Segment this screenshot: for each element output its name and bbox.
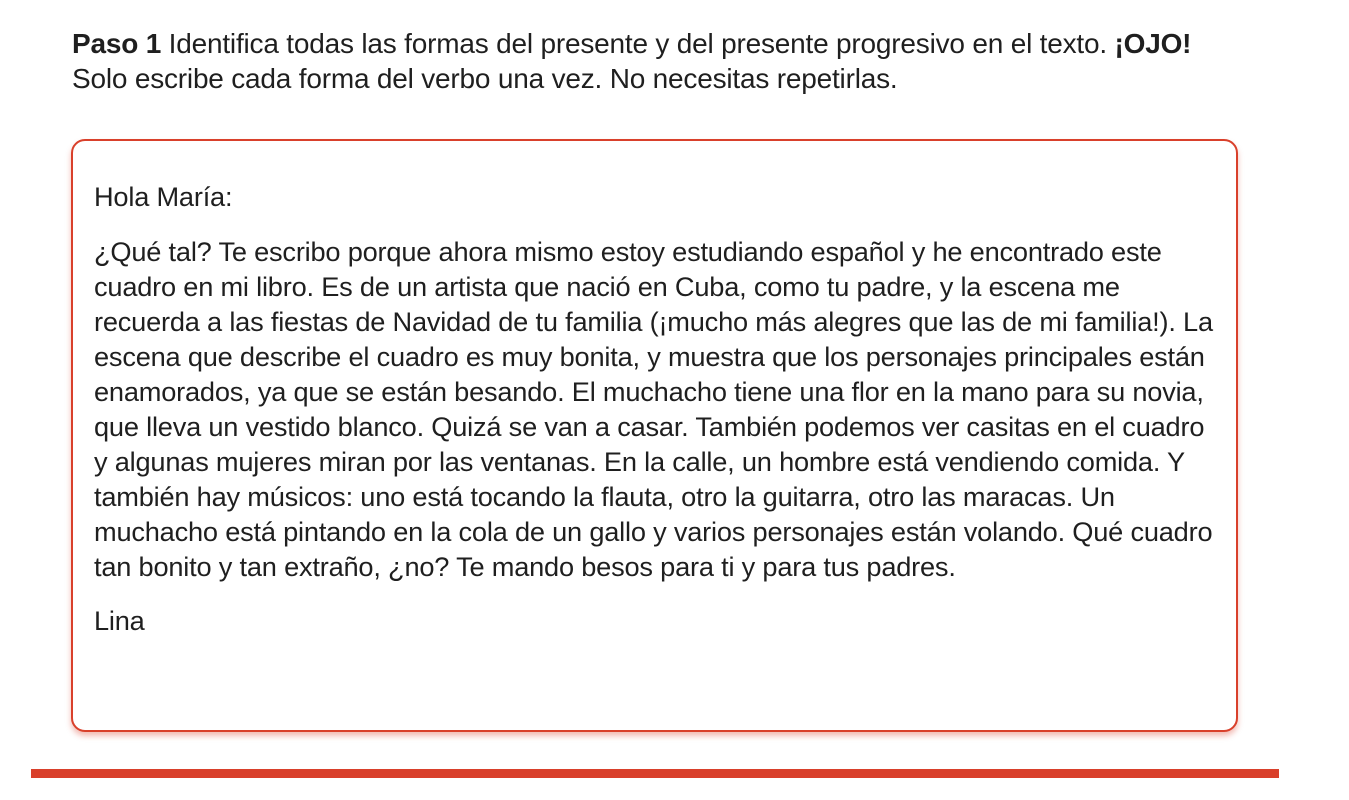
step-text: Identifica todas las formas del presente y del presente progresivo en el texto. bbox=[161, 28, 1115, 59]
step-label: Paso 1 bbox=[72, 28, 162, 59]
warning-text: Solo escribe cada forma del verbo una vez. No necesitas repetirlas. bbox=[72, 63, 898, 94]
letter-box bbox=[71, 139, 1238, 732]
letter-body: ¿Qué tal? Te escribo porque ahora mismo estoy estudiando español y he encontrado este cuadro en mi libro. Es de un artista que nació en Cuba, como tu padre, y la escena me recuerda a las fiestas de Navidad de tu familia (¡mucho más alegres que las de mi familia!). La escena que describe el cuadro es muy bonita, y muestra que los personajes principales están enamorados, ya que se están besando. El muchacho tiene una flor en la mano para su novia, que lleva un vestido blanco. Quizá se van a casar. También podemos ver casitas en el cuadro y algunas mujeres miran por las ventanas. En la calle, un hombre está vendiendo comida. Y también hay músicos: uno está tocando la flauta, otro la guitarra, otro las maracas. Un muchacho está pintando en la cola de un gallo y varios personajes están volando. Qué cuadro tan bonito y tan extraño, ¿no? Te mando besos para ti y para tus padres. bbox=[94, 236, 1213, 582]
instructions-paragraph bbox=[72, 26, 1252, 96]
letter-greeting: Hola María: bbox=[94, 181, 233, 212]
bottom-divider bbox=[31, 769, 1279, 778]
warning-label: ¡OJO! bbox=[1114, 28, 1192, 59]
letter-signature: Lina bbox=[94, 605, 145, 636]
